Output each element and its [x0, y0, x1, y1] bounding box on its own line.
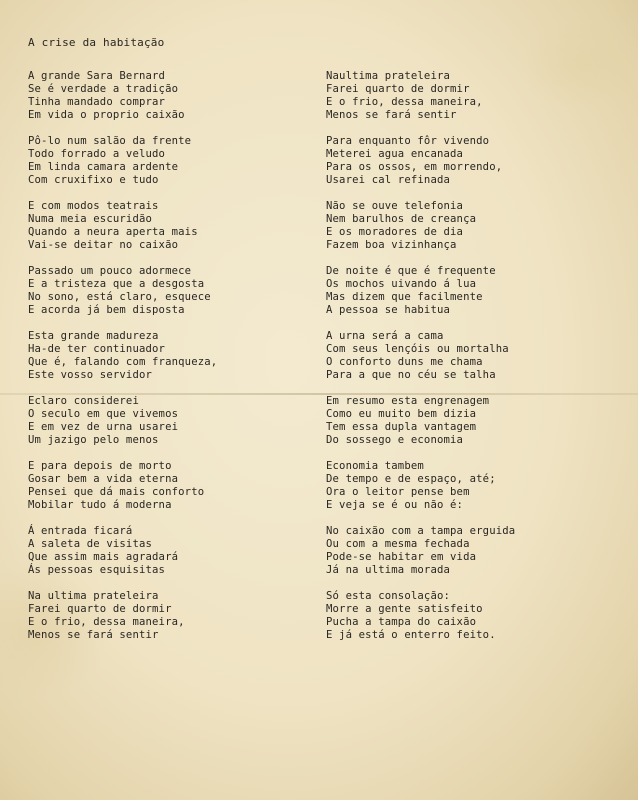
verse-line: Para os ossos, em morrendo,	[326, 161, 503, 173]
verse-line: Este vosso servidor	[28, 369, 153, 381]
verse-line: Todo forrado a veludo	[28, 148, 166, 160]
verse-line: Mas dizem que facilmente	[326, 291, 483, 303]
left-stanza	[28, 525, 328, 577]
verse-line: Pucha a tampa do caixão	[326, 616, 477, 628]
verse-line: Em linda camara ardente	[28, 161, 179, 173]
verse-line: Pô-lo num salão da frente	[28, 135, 192, 147]
verse-line: A pessoa se habitua	[326, 304, 451, 316]
verse-line: Não se ouve telefonia	[326, 200, 464, 212]
verse-line: No caixão com a tampa erguida	[326, 525, 516, 537]
right-stanza	[326, 590, 626, 642]
right-stanza	[326, 395, 626, 447]
verse-line: Usarei cal refinada	[326, 174, 451, 186]
right-stanza	[326, 525, 626, 577]
verse-line: Á entrada ficará	[28, 525, 133, 537]
verse-line: Meterei agua encanada	[326, 148, 464, 160]
verse-line: Na ultima prateleira	[28, 590, 159, 602]
verse-line: Tinha mandado comprar	[28, 96, 166, 108]
left-stanza	[28, 590, 328, 642]
right-column	[326, 70, 626, 655]
verse-line: Numa meia escuridão	[28, 213, 153, 225]
verse-line: Esta grande madureza	[28, 330, 159, 342]
verse-line: Em vida o proprio caixão	[28, 109, 185, 121]
verse-line: Os mochos uivando á lua	[326, 278, 477, 290]
verse-line: Só esta consolação:	[326, 590, 451, 602]
verse-line: Ás pessoas esquisitas	[28, 564, 166, 576]
verse-line: Menos se fará sentir	[28, 629, 159, 641]
verse-line: E o frio, dessa maneira,	[326, 96, 483, 108]
verse-line: E o frio, dessa maneira,	[28, 616, 185, 628]
verse-line: Vai-se deitar no caixão	[28, 239, 179, 251]
verse-line: E os moradores de dia	[326, 226, 464, 238]
verse-line: Que é, falando com franqueza,	[28, 356, 218, 368]
verse-line: E com modos teatrais	[28, 200, 159, 212]
verse-line: E a tristeza que a desgosta	[28, 278, 205, 290]
verse-line: Já na ultima morada	[326, 564, 451, 576]
verse-line: Fazem boa vizinhança	[326, 239, 457, 251]
verse-line: Menos se fará sentir	[326, 109, 457, 121]
verse-line: O conforto duns me chama	[326, 356, 483, 368]
verse-line: Pensei que dá mais conforto	[28, 486, 205, 498]
verse-line: Um jazigo pelo menos	[28, 434, 159, 446]
verse-line: Nem barulhos de creança	[326, 213, 477, 225]
verse-line: E em vez de urna usarei	[28, 421, 179, 433]
left-stanza	[28, 460, 328, 512]
verse-line: Para enquanto fôr vivendo	[326, 135, 490, 147]
verse-line: Quando a neura aperta mais	[28, 226, 198, 238]
verse-line: A grande Sara Bernard	[28, 70, 166, 82]
right-stanza	[326, 135, 626, 187]
verse-line: Se é verdade a tradição	[28, 83, 179, 95]
left-stanza	[28, 265, 328, 317]
right-stanza	[326, 460, 626, 512]
verse-line: Com cruxifixo e tudo	[28, 174, 159, 186]
verse-line: E já está o enterro feito.	[326, 629, 496, 641]
left-stanza	[28, 200, 328, 252]
right-stanza	[326, 265, 626, 317]
verse-line: A saleta de visitas	[28, 538, 153, 550]
verse-line: Para a que no céu se talha	[326, 369, 496, 381]
verse-line: Gosar bem a vida eterna	[28, 473, 179, 485]
verse-line: Mobilar tudo á moderna	[28, 499, 172, 511]
verse-line: Com seus lençóis ou mortalha	[326, 343, 509, 355]
left-stanza	[28, 70, 328, 122]
verse-line: De tempo e de espaço, até;	[326, 473, 496, 485]
verse-line: Ora o leitor pense bem	[326, 486, 470, 498]
verse-line: Que assim mais agradará	[28, 551, 179, 563]
left-stanza	[28, 395, 328, 447]
verse-line: E veja se é ou não é:	[326, 499, 464, 511]
verse-line: Economia tambem	[326, 460, 424, 472]
verse-line: Como eu muito bem dizia	[326, 408, 477, 420]
verse-line: De noite é que é frequente	[326, 265, 496, 277]
right-stanza	[326, 200, 626, 252]
verse-line: Pode-se habitar em vida	[326, 551, 477, 563]
verse-line: Farei quarto de dormir	[28, 603, 172, 615]
poem-title: A crise da habitação	[28, 36, 165, 49]
left-column	[28, 70, 328, 655]
verse-line: E para depois de morto	[28, 460, 172, 472]
right-stanza	[326, 330, 626, 382]
verse-line: No sono, está claro, esquece	[28, 291, 211, 303]
verse-line: Eclaro considerei	[28, 395, 139, 407]
verse-line: Morre a gente satisfeito	[326, 603, 483, 615]
left-stanza	[28, 330, 328, 382]
verse-line: Farei quarto de dormir	[326, 83, 470, 95]
verse-line: Ha-de ter continuador	[28, 343, 166, 355]
verse-line: Do sossego e economia	[326, 434, 464, 446]
verse-line: A urna será a cama	[326, 330, 444, 342]
verse-line: O seculo em que vivemos	[28, 408, 179, 420]
verse-line: Naultima prateleira	[326, 70, 451, 82]
verse-line: Tem essa dupla vantagem	[326, 421, 477, 433]
verse-line: E acorda já bem disposta	[28, 304, 185, 316]
verse-line: Em resumo esta engrenagem	[326, 395, 490, 407]
right-stanza	[326, 70, 626, 122]
verse-line: Ou com a mesma fechada	[326, 538, 470, 550]
verse-line: Passado um pouco adormece	[28, 265, 192, 277]
left-stanza	[28, 135, 328, 187]
